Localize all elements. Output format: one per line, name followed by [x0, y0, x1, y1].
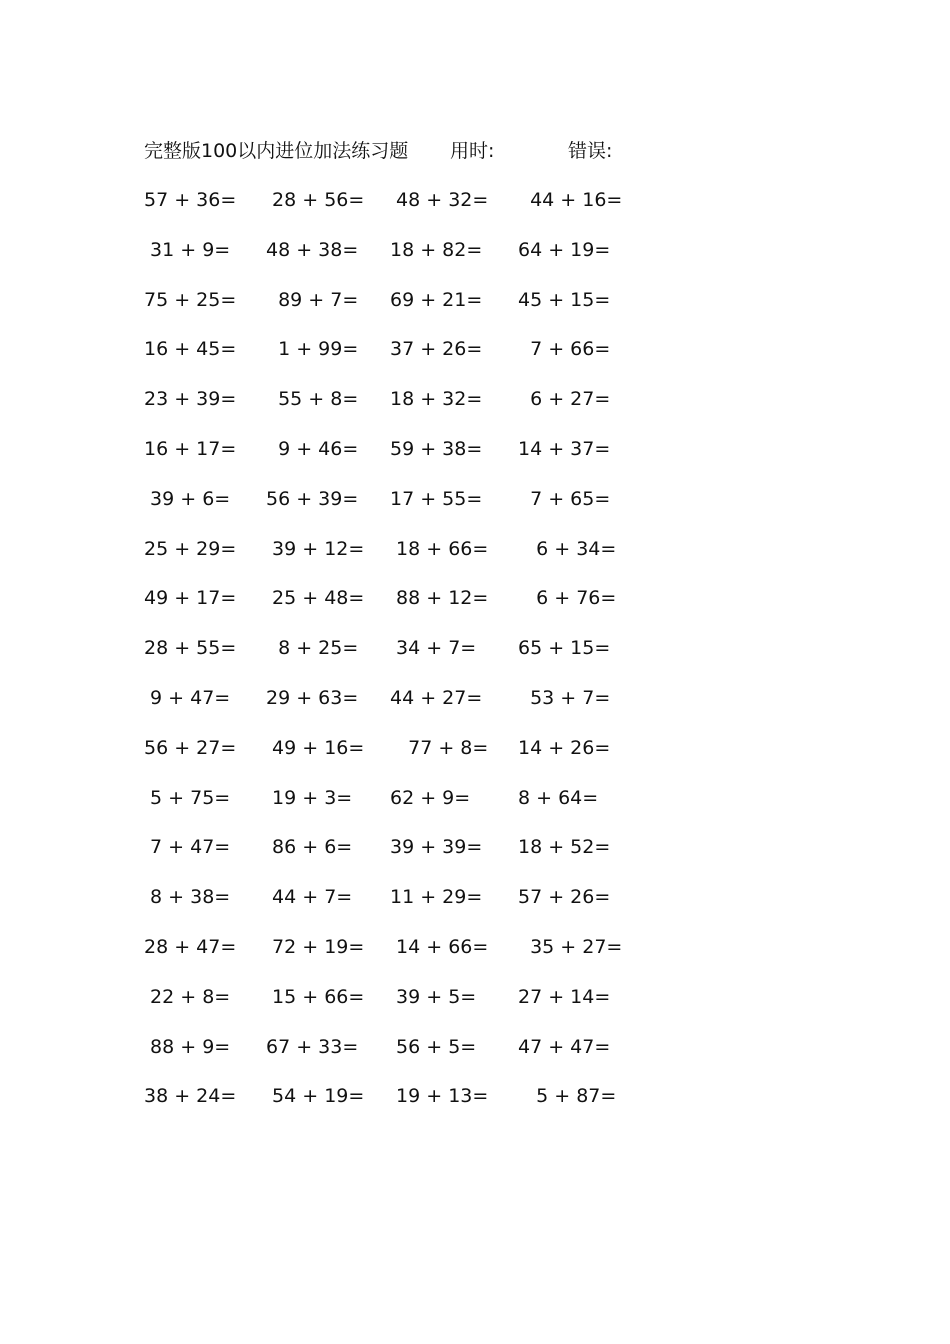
problem-row — [144, 684, 664, 734]
addition-problem: 39 + 5= — [390, 985, 477, 1008]
problem-row — [144, 286, 664, 336]
addition-problem: 28 + 47= — [144, 935, 237, 958]
addition-problem: 7 + 65= — [518, 487, 611, 510]
problem-row — [144, 1082, 664, 1132]
addition-problem: 17 + 55= — [390, 487, 483, 510]
addition-problem: 5 + 75= — [144, 786, 231, 809]
addition-problem: 47 + 47= — [518, 1035, 611, 1058]
addition-problem: 89 + 7= — [266, 288, 359, 311]
addition-problem: 7 + 47= — [144, 836, 231, 859]
addition-problem: 65 + 15= — [518, 637, 611, 660]
addition-problem: 11 + 29= — [390, 886, 483, 909]
worksheet-header — [144, 137, 744, 165]
problem-row — [144, 833, 664, 883]
addition-problem: 62 + 9= — [390, 786, 471, 809]
addition-problem: 8 + 64= — [518, 786, 599, 809]
addition-problem: 44 + 27= — [390, 686, 483, 709]
addition-problem: 56 + 39= — [266, 487, 359, 510]
addition-problem: 55 + 8= — [266, 388, 359, 411]
addition-problem: 8 + 38= — [144, 886, 231, 909]
addition-problem: 48 + 38= — [266, 238, 359, 261]
problem-row — [144, 584, 664, 634]
addition-problem: 86 + 6= — [266, 836, 353, 859]
error-count-label: 错误: — [568, 140, 613, 162]
addition-problem: 16 + 45= — [144, 338, 237, 361]
addition-problem: 6 + 34= — [518, 537, 617, 560]
addition-problem: 1 + 99= — [266, 338, 359, 361]
addition-problem: 59 + 38= — [390, 437, 483, 460]
addition-problem: 6 + 27= — [518, 388, 611, 411]
problem-row — [144, 236, 664, 286]
addition-problem: 16 + 17= — [144, 437, 237, 460]
addition-problem: 64 + 19= — [518, 238, 611, 261]
addition-problem: 39 + 39= — [390, 836, 483, 859]
addition-problem: 88 + 9= — [144, 1035, 231, 1058]
addition-problem: 34 + 7= — [390, 637, 477, 660]
addition-problem: 27 + 14= — [518, 985, 611, 1008]
addition-problem: 57 + 36= — [144, 189, 237, 211]
addition-problem: 56 + 5= — [390, 1035, 477, 1058]
addition-problem: 14 + 37= — [518, 437, 611, 460]
addition-problem: 22 + 8= — [144, 985, 231, 1008]
addition-problem: 37 + 26= — [390, 338, 483, 361]
addition-problem: 44 + 16= — [518, 189, 623, 211]
problem-row — [144, 634, 664, 684]
problem-row — [144, 335, 664, 385]
addition-problem: 75 + 25= — [144, 288, 237, 311]
addition-problem: 39 + 12= — [266, 537, 365, 560]
addition-problem: 77 + 8= — [390, 736, 489, 759]
addition-problem: 39 + 6= — [144, 487, 231, 510]
addition-problem: 57 + 26= — [518, 886, 611, 909]
addition-problem: 69 + 21= — [390, 288, 483, 311]
addition-problem: 72 + 19= — [266, 935, 365, 958]
addition-problem: 9 + 47= — [144, 686, 231, 709]
addition-problem: 29 + 63= — [266, 686, 359, 709]
addition-problem: 18 + 82= — [390, 238, 483, 261]
addition-problem: 6 + 76= — [518, 587, 617, 610]
addition-problem: 49 + 17= — [144, 587, 237, 610]
problem-row — [144, 385, 664, 435]
addition-problem: 25 + 48= — [266, 587, 365, 610]
addition-problem: 31 + 9= — [144, 238, 231, 261]
problem-row — [144, 933, 664, 983]
problem-row — [144, 883, 664, 933]
addition-problem: 15 + 66= — [266, 985, 365, 1008]
addition-problem: 45 + 15= — [518, 288, 611, 311]
worksheet-title: 完整版100以内进位加法练习题 — [144, 140, 409, 162]
addition-problem: 14 + 66= — [390, 935, 489, 958]
problem-row — [144, 435, 664, 485]
addition-problem: 23 + 39= — [144, 388, 237, 411]
addition-problem: 44 + 7= — [266, 886, 353, 909]
time-used-label: 用时: — [450, 140, 495, 162]
addition-problem: 35 + 27= — [518, 935, 623, 958]
addition-problem: 56 + 27= — [144, 736, 237, 759]
addition-problem: 67 + 33= — [266, 1035, 359, 1058]
addition-problem: 9 + 46= — [266, 437, 359, 460]
problem-row — [144, 983, 664, 1033]
addition-problem: 7 + 66= — [518, 338, 611, 361]
addition-problem: 54 + 19= — [266, 1085, 365, 1108]
addition-problem: 8 + 25= — [266, 637, 359, 660]
addition-problem: 19 + 3= — [266, 786, 353, 809]
addition-problem: 28 + 55= — [144, 637, 237, 660]
addition-problem: 88 + 12= — [390, 587, 489, 610]
addition-problem: 25 + 29= — [144, 537, 237, 560]
problem-row — [144, 186, 664, 236]
addition-problem: 38 + 24= — [144, 1085, 237, 1108]
problem-row — [144, 485, 664, 535]
problem-row — [144, 734, 664, 784]
addition-problem: 18 + 52= — [518, 836, 611, 859]
addition-problem: 14 + 26= — [518, 736, 611, 759]
addition-problem: 19 + 13= — [390, 1085, 489, 1108]
addition-problem: 48 + 32= — [390, 189, 489, 211]
addition-problem: 28 + 56= — [266, 189, 365, 211]
addition-problem: 18 + 32= — [390, 388, 483, 411]
addition-problem: 53 + 7= — [518, 686, 611, 709]
problem-row — [144, 1033, 664, 1083]
problem-row — [144, 535, 664, 585]
addition-problem: 49 + 16= — [266, 736, 365, 759]
problem-grid — [144, 186, 664, 1132]
addition-problem: 5 + 87= — [518, 1085, 617, 1108]
problem-row — [144, 784, 664, 834]
addition-problem: 18 + 66= — [390, 537, 489, 560]
